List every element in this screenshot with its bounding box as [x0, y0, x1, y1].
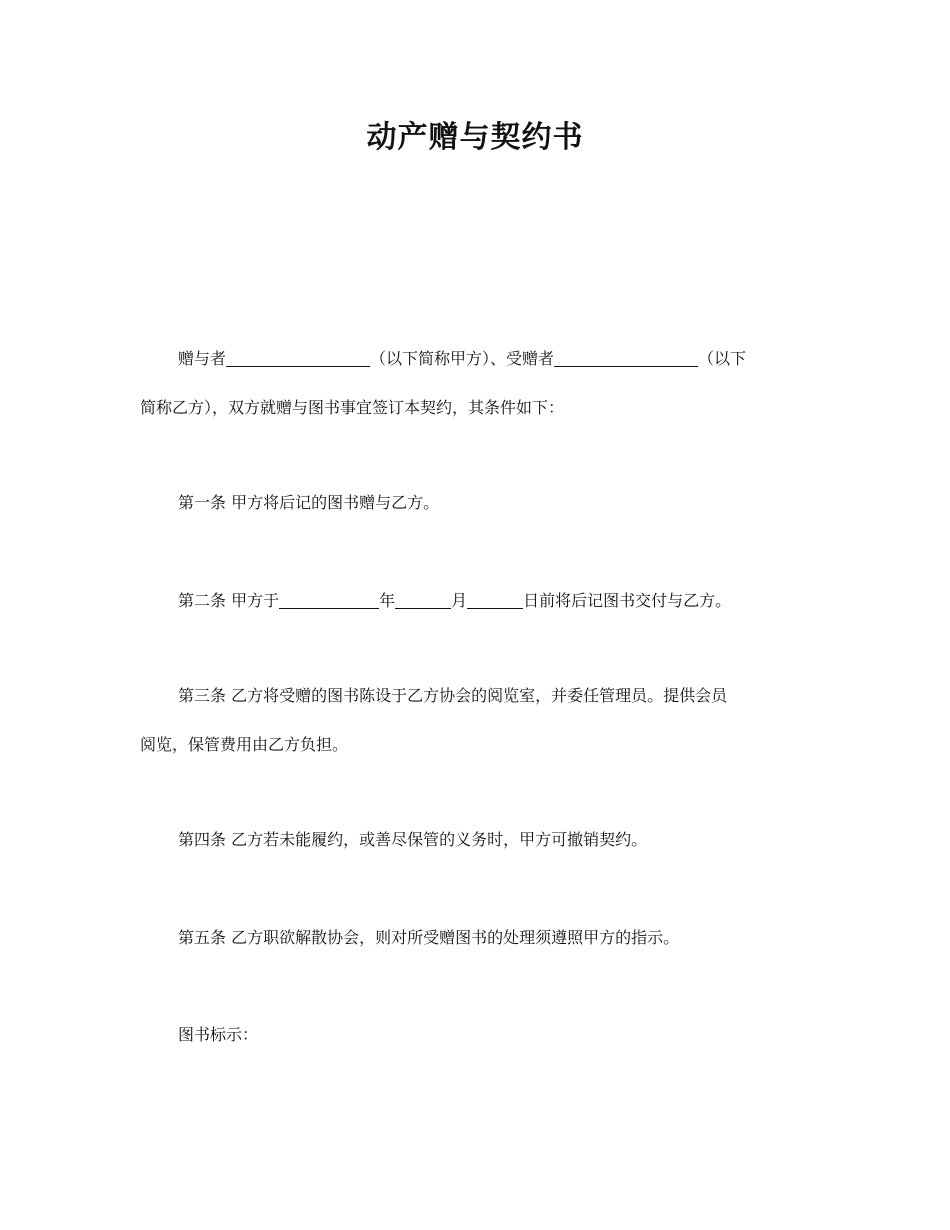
month-label: 月: [451, 591, 468, 610]
article-2-suffix: 日前将后记图书交付与乙方。: [523, 591, 732, 610]
year-label: 年: [379, 591, 396, 610]
article-2-prefix: 第二条 甲方于: [178, 591, 280, 610]
month-blank: [395, 590, 451, 609]
document-title: 动产赠与契约书: [366, 120, 584, 155]
article-2: [140, 576, 820, 625]
article-5: 第五条 乙方职欲解散协会，则对所受赠图书的处理须遵照甲方的指示。: [178, 928, 680, 947]
book-label: 图书标示：: [178, 1025, 259, 1044]
day-blank: [467, 590, 523, 609]
article-3: [140, 671, 820, 769]
donor-suffix: （以下简称甲方）、受赠者: [370, 349, 555, 368]
intro-line-2: 简称乙方），双方就赠与图书事宜签订本契约，其条件如下：: [140, 398, 565, 417]
article-1: 第一条 甲方将后记的图书赠与乙方。: [178, 493, 440, 512]
donee-suffix: （以下: [698, 349, 747, 368]
donee-blank: [554, 348, 698, 367]
intro-paragraph: [140, 334, 820, 432]
article-4: 第四条 乙方若未能履约，或善尽保管的义务时，甲方可撤销契约。: [178, 830, 648, 849]
article-3-line-1: 第三条 乙方将受赠的图书陈设于乙方协会的阅览室，并委任管理员。提供会员: [178, 686, 728, 705]
article-3-line-2: 阅览，保管费用由乙方负担。: [140, 735, 349, 754]
donor-blank: [226, 348, 370, 367]
year-blank: [279, 590, 379, 609]
donor-label: 赠与者: [178, 349, 227, 368]
